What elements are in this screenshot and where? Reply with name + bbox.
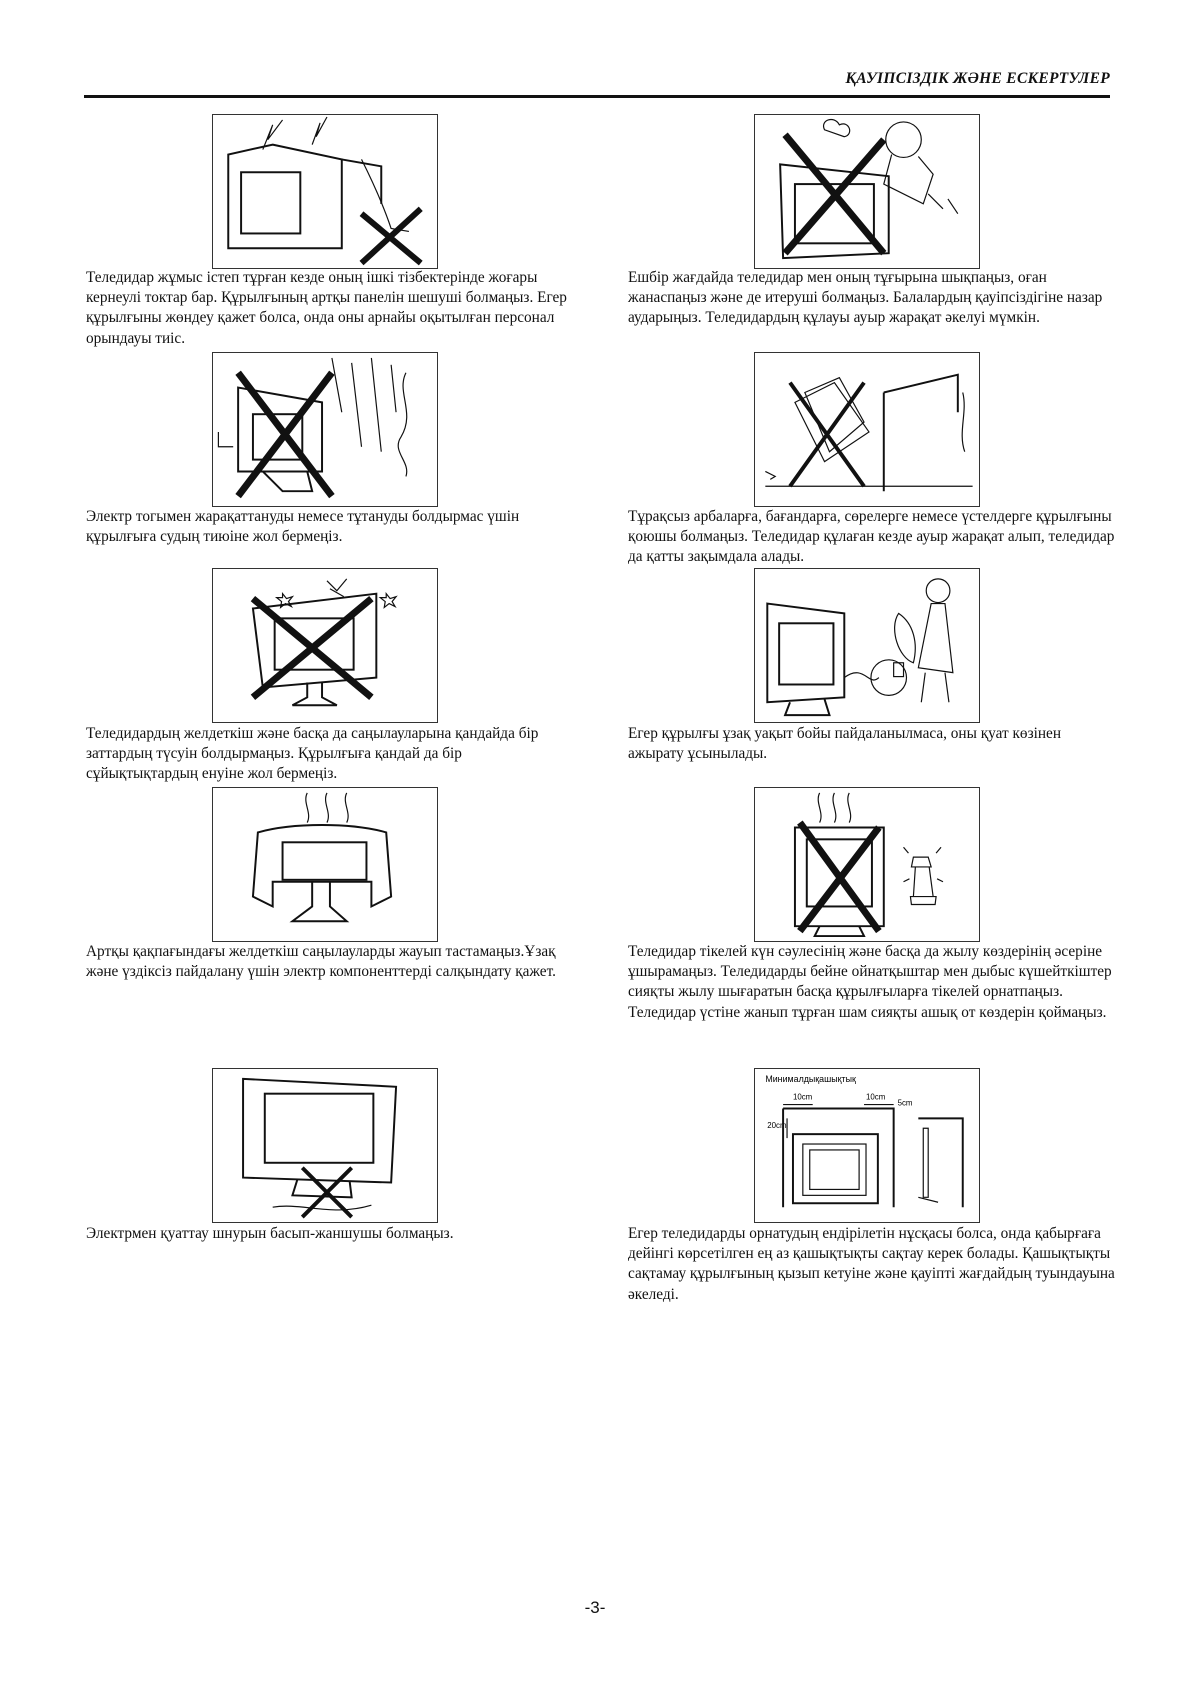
illustration-unstable-stand [754, 352, 980, 507]
caption-minimum-clearance: Егер теледидарды орнатудың ендірілетін нұсқасы болса, онда қабырғаға дейінгі көрсетілген ең аз қашықтықты сақтау керек болады. Қашықтықты сақтамау құрылғының қызып кетуіне және қауіпті жағдайдың туындауына әкеледі. [628, 1225, 1115, 1303]
caption-heat-sources: Теледидар тікелей күн сәулесінің және басқа да жылу көздерінің әсеріне ұшырамаңыз. Теледидарды бейне ойнатқыштар мен дыбыс күшейткіштер сияқты жылу шығаратын басқа құрылғыларға тікелей орнатпаңыз. Теледидар үстіне жанып тұрған шам сияқты ашық от көздерін қоймаңыз. [628, 943, 1112, 1021]
caption-power-cord: Электрмен қуаттау шнурын басып-жаншушы болмаңыз. [86, 1225, 454, 1242]
illustration-power-cord [212, 1068, 438, 1223]
illustration-high-voltage [212, 114, 438, 269]
caption-objects-in-vents: Теледидардың желдеткіш және басқа да саңылауларына қандайда бір заттардың түсуін болдырмаңыз. Құрылғыға қандай да бір сұйықтықтардың енуіне жол бермеңіз. [86, 725, 539, 783]
illustration-unplug [754, 568, 980, 723]
clearance-top-gap: 20cm [767, 1121, 787, 1131]
clearance-title: Минималдықашықтық [765, 1073, 856, 1084]
caption-unstable-stand: Тұрақсыз арбаларға, бағандарға, сөрелерге немесе үстелдерге құрылғыны қоюшы болмаңыз. Теледидар құлаған кезде ауыр жарақат алып, теледидар да қатты зақымдала алады. [628, 508, 1115, 566]
clearance-side-gap: 5cm [897, 1098, 913, 1108]
caption-climbing-child: Ешбір жағдайда теледидар мен оның тұғырына шықпаңыз, оған жанаспаңыз және де итеруші болмаңыз. Балалардың қауіпсіздігіне назар аударыңыз. Теледидардың құлауы ауыр жарақат әкелуі мүмкін. [628, 269, 1103, 327]
caption-covered-vents: Артқы қақпағындағы желдеткіш саңылауларды жауып тастамаңыз.Ұзақ және үздіксіз пайдалану үшін электр компоненттерді салқындату қажет. [86, 943, 556, 981]
page-header-title: ҚАУІПСІЗДІК ЖӘНЕ ЕСКЕРТУЛЕР [845, 70, 1110, 87]
clearance-left-gap: 10cm [792, 1092, 813, 1102]
page-number: -3- [584, 1598, 606, 1617]
illustration-minimum-clearance [754, 1068, 980, 1223]
caption-unplug: Егер құрылғы ұзақ уақыт бойы пайдаланылмаса, оны қуат көзінен ажырату ұсынылады. [628, 725, 1062, 763]
illustration-water [212, 352, 438, 507]
caption-high-voltage: Теледидар жұмыс істеп тұрған кезде оның ішкі тізбектерінде жоғары кернеулі токтар бар. Құрылғының артқы панелін шешуші болмаңыз. Егер құрылғыны жөндеу қажет болса, онда оны арнайы оқытылған персонал орындауы тиіс. [86, 269, 567, 347]
illustration-objects-in-vents [212, 568, 438, 723]
caption-water: Электр тогымен жарақаттануды немесе тұтануды болдырмас үшін құрылғыға судың тиюіне жол бермеңіз. [86, 508, 520, 546]
header-divider [84, 95, 1110, 98]
illustration-covered-vents [212, 787, 438, 942]
clearance-right-gap: 10cm [866, 1092, 886, 1102]
illustration-heat-sources [754, 787, 980, 942]
illustration-climbing-child [754, 114, 980, 269]
